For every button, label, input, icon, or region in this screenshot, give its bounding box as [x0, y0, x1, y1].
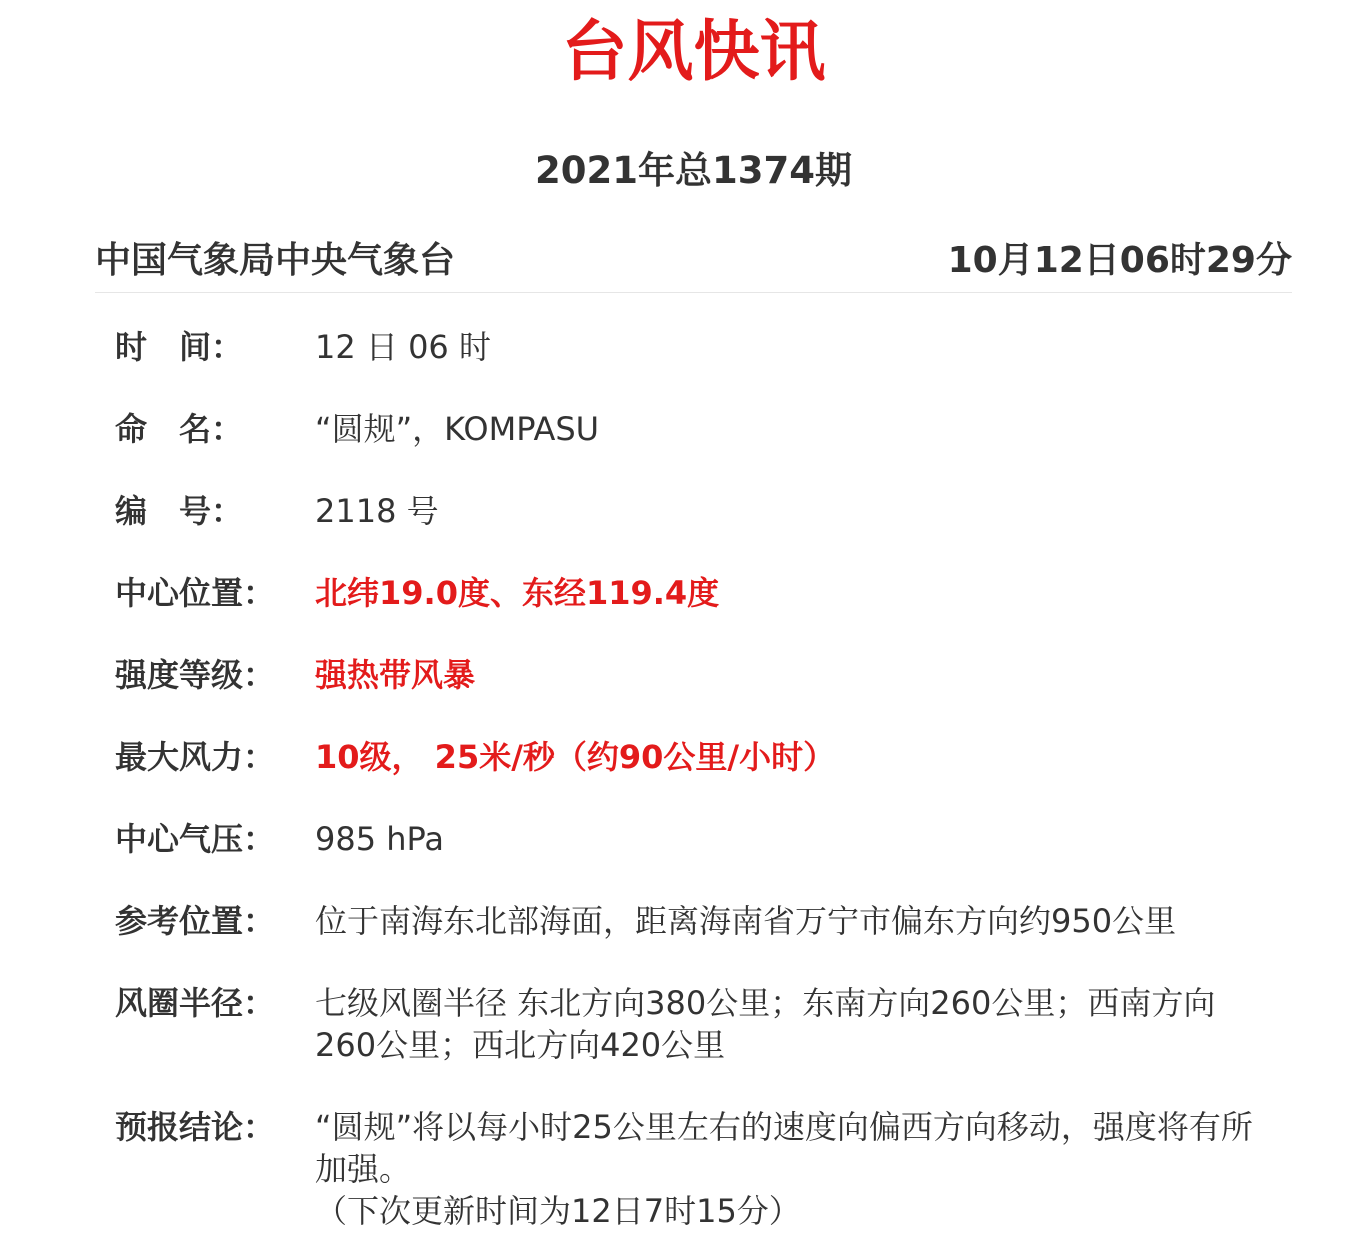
issue-number: 2021年总1374期 — [535, 149, 852, 192]
header-divider — [95, 292, 1292, 293]
field-row-reference-position — [115, 900, 1265, 942]
field-value-intensity: 强热带风暴 — [315, 656, 476, 694]
field-label-intensity: 强度等级： — [115, 656, 276, 694]
field-label-reference-position: 参考位置： — [115, 902, 276, 940]
field-row-pressure — [115, 818, 1265, 860]
field-row-wind-radius — [115, 982, 1265, 1066]
field-row-name — [115, 408, 1265, 450]
bulletin-fields — [115, 326, 1265, 1250]
field-value-reference-position: 位于南海东北部海面，距离海南省万宁市偏东方向约950公里 — [315, 902, 1177, 940]
issuing-agency: 中国气象局中央气象台 — [95, 240, 456, 281]
field-value-time: 12 日 06 时 — [315, 328, 491, 366]
field-row-max-wind — [115, 736, 1265, 778]
field-value-number: 2118 号 — [315, 492, 439, 530]
forecast-conclusion: “圆规”将以每小时25公里左右的速度向偏西方向移动，强度将有所加强。 — [315, 1108, 1253, 1188]
field-value-center-position: 北纬19.0度、东经119.4度 — [315, 574, 720, 612]
field-row-center-position — [115, 572, 1265, 614]
field-row-number — [115, 490, 1265, 532]
field-label-forecast: 预报结论： — [115, 1108, 276, 1146]
field-label-max-wind: 最大风力： — [115, 738, 276, 776]
field-label-number: 编 号： — [115, 492, 244, 530]
field-value-name: “圆规”，KOMPASU — [315, 410, 600, 448]
field-label-time: 时 间： — [115, 328, 244, 366]
field-row-intensity — [115, 654, 1265, 696]
field-value-wind-radius: 七级风圈半径 东北方向380公里；东南方向260公里；西南方向260公里；西北方向420公里 — [315, 984, 1216, 1064]
field-label-name: 命 名： — [115, 410, 244, 448]
bulletin-meta — [95, 237, 1292, 285]
field-label-center-position: 中心位置： — [115, 574, 276, 612]
next-update-note: （下次更新时间为12日7时15分） — [315, 1192, 801, 1230]
issue-time: 10月12日06时29分 — [947, 240, 1292, 281]
field-label-wind-radius: 风圈半径： — [115, 984, 276, 1022]
field-row-time — [115, 326, 1265, 368]
field-value-forecast — [315, 1106, 1265, 1232]
field-label-pressure: 中心气压： — [115, 820, 276, 858]
field-value-max-wind: 10级， 25米/秒（约90公里/小时） — [315, 738, 836, 776]
bulletin-title: 台风快讯 — [561, 13, 826, 90]
field-row-forecast — [115, 1106, 1265, 1232]
field-value-pressure: 985 hPa — [315, 820, 444, 858]
